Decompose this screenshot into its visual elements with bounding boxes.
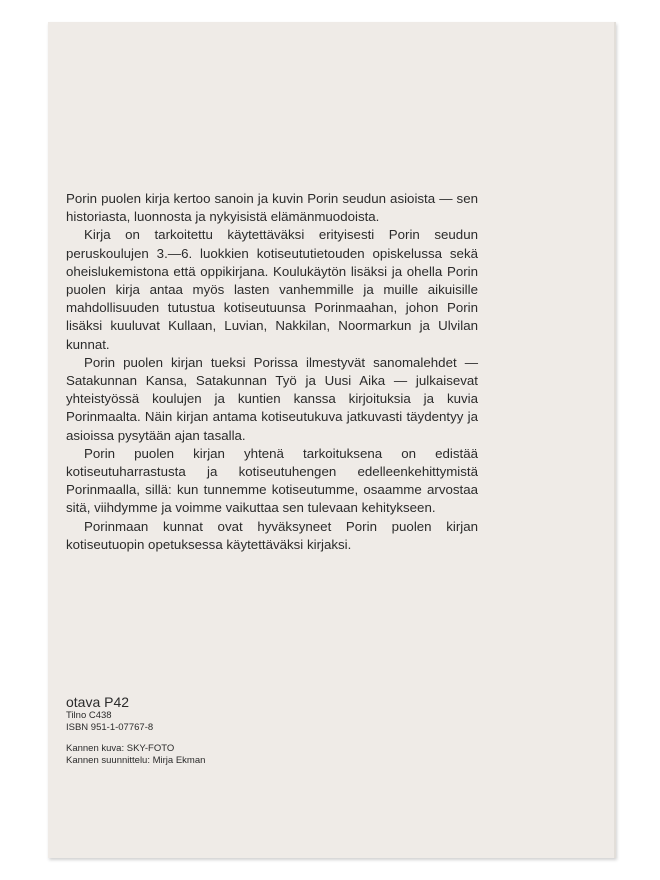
cover-design-credit: Kannen suunnittelu: Mirja Ekman	[66, 754, 206, 766]
imprint-spacer	[66, 733, 205, 743]
publisher-line: otava P42	[66, 694, 130, 710]
blurb-paragraph-4: Porin puolen kirjan yhtenä tarkoituksena on edistää kotiseutuharrastusta ja kotiseutuhengen edelleenkehittymistä Porinmaalla, sillä: kun tunnemme kotiseutumme, osaamme arvostaa sitä, viihdymme ja voimme vaikuttaa sen tulevaan kehitykseen.	[66, 445, 478, 516]
cover-photo-credit: Kannen kuva: SKY-FOTO	[66, 743, 175, 754]
blurb-paragraph-3: Porin puolen kirjan tueksi Porissa ilmestyvät sanomalehdet — Satakunnan Kansa, Satakunnan Työ ja Uusi Aika — julkaisevat yhteistyössä koulujen ja kuntien kanssa kirjoituksia ja kuvia Porinmaalta. Näin kirjan antama kotiseutukuva jatkuvasti täydentyy ja asioissa pysytään ajan tasalla.	[66, 354, 478, 443]
imprint-block	[66, 694, 205, 766]
blurb-text	[66, 190, 478, 554]
blurb-paragraph-1: Porin puolen kirja kertoo sanoin ja kuvin Porin seudun asioista — sen historiasta, luonnosta ja nykyisistä elämänmuodoista.	[66, 191, 478, 225]
tilno-line: Tilno C438	[66, 710, 112, 721]
blurb-paragraph-2: Kirja on tarkoitettu käytettäväksi erityisesti Porin seudun peruskoulujen 3.—6. luokkien kotiseututietouden opiskelussa sekä oheislukemistona että oppikirjana. Koulukäytön lisäksi ja ohella Porin puolen kirja antaa myös lasten vanhemmille ja muille aikuisille mahdollisuuden tutustua kotiseutuunsa Porinmaahan, johon Porin lisäksi kuuluvat Kullaan, Luvian, Nakkilan, Noormarkun ja Ulvilan kunnat.	[66, 227, 478, 352]
blurb-paragraph-5: Porinmaan kunnat ovat hyväksyneet Porin puolen kirjan kotiseutuopin opetuksessa käytettäväksi kirjaksi.	[66, 518, 478, 552]
isbn-line: ISBN 951-1-07767-8	[66, 721, 154, 733]
